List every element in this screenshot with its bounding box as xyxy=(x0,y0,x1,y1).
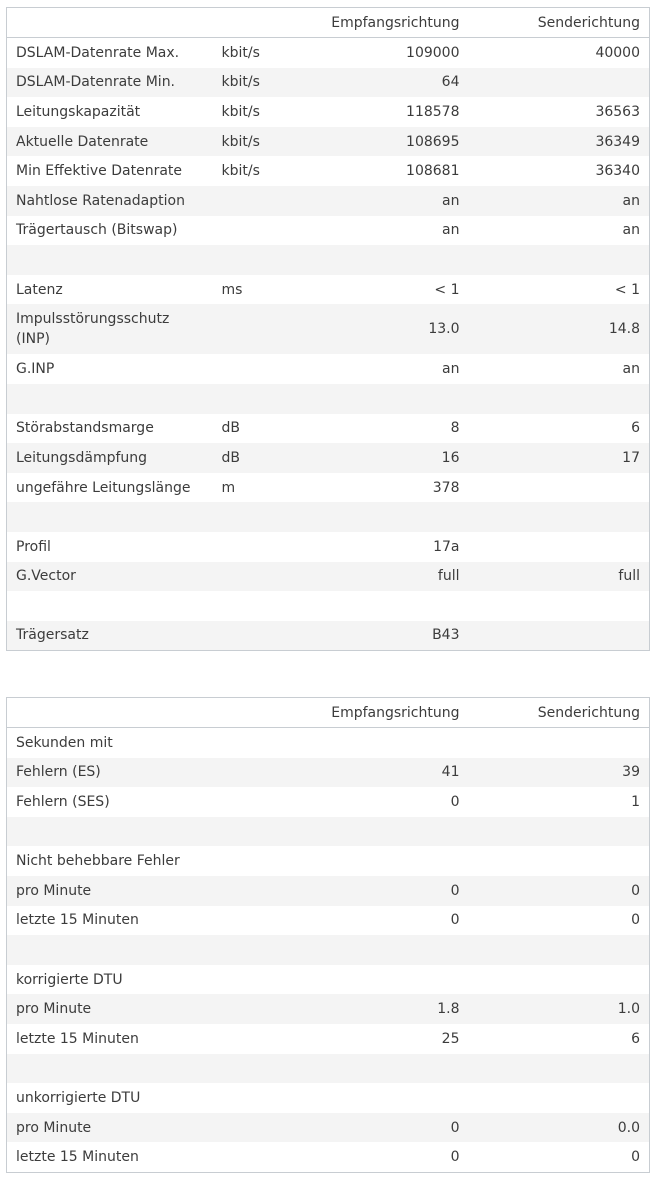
cell-label: pro Minute xyxy=(7,876,213,906)
cell-unit xyxy=(213,186,293,216)
cell-unit: kbit/s xyxy=(213,97,293,127)
table-row xyxy=(7,186,650,216)
cell-upstream: 36563 xyxy=(469,97,650,127)
cell-label: Aktuelle Datenrate xyxy=(7,127,213,157)
cell-upstream xyxy=(469,817,650,847)
cell-downstream xyxy=(293,591,469,621)
cell-upstream: an xyxy=(469,354,650,384)
cell-unit xyxy=(213,1024,293,1054)
cell-downstream: full xyxy=(293,562,469,592)
cell-unit xyxy=(213,1054,293,1084)
cell-upstream: 6 xyxy=(469,414,650,444)
table-row xyxy=(7,621,650,651)
cell-downstream: 118578 xyxy=(293,97,469,127)
cell-unit: ms xyxy=(213,275,293,305)
table-row xyxy=(7,127,650,157)
table-row xyxy=(7,245,650,275)
cell-label: pro Minute xyxy=(7,994,213,1024)
cell-unit xyxy=(213,384,293,414)
header-downstream: Empfangsrichtung xyxy=(293,8,469,38)
cell-label: G.Vector xyxy=(7,562,213,592)
cell-downstream: 109000 xyxy=(293,38,469,68)
table-row xyxy=(7,414,650,444)
cell-downstream xyxy=(293,935,469,965)
cell-label: DSLAM-Datenrate Min. xyxy=(7,68,213,98)
cell-downstream: 0 xyxy=(293,906,469,936)
table-row xyxy=(7,354,650,384)
table-row xyxy=(7,1054,650,1084)
cell-downstream xyxy=(293,728,469,758)
cell-label: Trägertausch (Bitswap) xyxy=(7,216,213,246)
cell-label: ungefähre Leitungslänge xyxy=(7,473,213,503)
cell-downstream: an xyxy=(293,186,469,216)
cell-downstream xyxy=(293,817,469,847)
cell-upstream: < 1 xyxy=(469,275,650,305)
cell-upstream xyxy=(469,384,650,414)
table-row xyxy=(7,817,650,847)
cell-unit xyxy=(213,846,293,876)
cell-upstream: 36340 xyxy=(469,156,650,186)
table-row xyxy=(7,473,650,503)
cell-upstream: an xyxy=(469,186,650,216)
cell-unit xyxy=(213,787,293,817)
cell-downstream: 13.0 xyxy=(293,304,469,354)
cell-upstream xyxy=(469,532,650,562)
header-upstream: Senderichtung xyxy=(469,8,650,38)
table-row xyxy=(7,443,650,473)
table-row xyxy=(7,156,650,186)
table-row xyxy=(7,1024,650,1054)
cell-label: Profil xyxy=(7,532,213,562)
cell-downstream: 17a xyxy=(293,532,469,562)
cell-upstream xyxy=(469,1054,650,1084)
cell-label: Trägersatz xyxy=(7,621,213,651)
cell-downstream xyxy=(293,846,469,876)
table-row xyxy=(7,38,650,68)
cell-upstream xyxy=(469,68,650,98)
table-row xyxy=(7,1083,650,1113)
cell-downstream: 108681 xyxy=(293,156,469,186)
cell-downstream: 25 xyxy=(293,1024,469,1054)
cell-upstream xyxy=(469,502,650,532)
cell-unit: kbit/s xyxy=(213,38,293,68)
cell-upstream xyxy=(469,935,650,965)
cell-upstream xyxy=(469,1083,650,1113)
cell-unit xyxy=(213,1142,293,1172)
cell-upstream: 40000 xyxy=(469,38,650,68)
cell-downstream: 108695 xyxy=(293,127,469,157)
table-row xyxy=(7,384,650,414)
cell-upstream: 0 xyxy=(469,906,650,936)
table-row xyxy=(7,216,650,246)
cell-label: DSLAM-Datenrate Max. xyxy=(7,38,213,68)
line-stats-body xyxy=(7,38,650,651)
cell-unit xyxy=(213,817,293,847)
table-row xyxy=(7,787,650,817)
table-row xyxy=(7,532,650,562)
cell-unit xyxy=(213,621,293,651)
cell-upstream: 6 xyxy=(469,1024,650,1054)
cell-unit: kbit/s xyxy=(213,68,293,98)
header-downstream: Empfangsrichtung xyxy=(293,698,469,728)
cell-upstream: 0 xyxy=(469,876,650,906)
cell-label: Fehlern (ES) xyxy=(7,758,213,788)
cell-downstream: 0 xyxy=(293,1113,469,1143)
cell-downstream xyxy=(293,245,469,275)
cell-downstream: 41 xyxy=(293,758,469,788)
cell-label xyxy=(7,245,213,275)
cell-downstream xyxy=(293,384,469,414)
cell-label: letzte 15 Minuten xyxy=(7,1142,213,1172)
table-header-row xyxy=(7,8,650,38)
cell-label: Nicht behebbare Fehler xyxy=(7,846,213,876)
header-unit xyxy=(213,698,293,728)
table-row xyxy=(7,876,650,906)
cell-label xyxy=(7,384,213,414)
cell-upstream: 1 xyxy=(469,787,650,817)
cell-label: Störabstandsmarge xyxy=(7,414,213,444)
cell-upstream: 36349 xyxy=(469,127,650,157)
cell-unit: dB xyxy=(213,414,293,444)
cell-label: unkorrigierte DTU xyxy=(7,1083,213,1113)
cell-upstream: an xyxy=(469,216,650,246)
table-row xyxy=(7,728,650,758)
table-row xyxy=(7,1142,650,1172)
cell-label: Sekunden mit xyxy=(7,728,213,758)
cell-label xyxy=(7,591,213,621)
cell-label: Latenz xyxy=(7,275,213,305)
cell-downstream: 0 xyxy=(293,876,469,906)
cell-upstream xyxy=(469,245,650,275)
cell-downstream: 64 xyxy=(293,68,469,98)
cell-downstream: 8 xyxy=(293,414,469,444)
header-label xyxy=(7,8,213,38)
cell-label: Nahtlose Ratenadaption xyxy=(7,186,213,216)
table-row xyxy=(7,906,650,936)
cell-label xyxy=(7,935,213,965)
cell-label: Fehlern (SES) xyxy=(7,787,213,817)
cell-upstream xyxy=(469,621,650,651)
cell-unit xyxy=(213,728,293,758)
header-unit xyxy=(213,8,293,38)
header-upstream: Senderichtung xyxy=(469,698,650,728)
cell-upstream: 0 xyxy=(469,1142,650,1172)
table-header-row xyxy=(7,698,650,728)
cell-unit: m xyxy=(213,473,293,503)
cell-unit xyxy=(213,354,293,384)
cell-unit xyxy=(213,502,293,532)
cell-unit xyxy=(213,965,293,995)
cell-upstream: 0.0 xyxy=(469,1113,650,1143)
cell-downstream: 1.8 xyxy=(293,994,469,1024)
cell-upstream xyxy=(469,846,650,876)
cell-downstream xyxy=(293,965,469,995)
cell-label: Leitungsdämpfung xyxy=(7,443,213,473)
cell-unit xyxy=(213,245,293,275)
table-row xyxy=(7,1113,650,1143)
cell-unit xyxy=(213,1113,293,1143)
cell-downstream: B43 xyxy=(293,621,469,651)
line-stats-table xyxy=(6,7,650,651)
cell-label xyxy=(7,817,213,847)
cell-label xyxy=(7,502,213,532)
cell-unit: kbit/s xyxy=(213,156,293,186)
table-row xyxy=(7,68,650,98)
cell-unit xyxy=(213,216,293,246)
cell-unit: dB xyxy=(213,443,293,473)
error-stats-table xyxy=(6,697,650,1173)
table-row xyxy=(7,275,650,305)
cell-label: letzte 15 Minuten xyxy=(7,906,213,936)
cell-unit: kbit/s xyxy=(213,127,293,157)
cell-downstream: 0 xyxy=(293,1142,469,1172)
table-row xyxy=(7,935,650,965)
cell-unit xyxy=(213,304,293,354)
cell-unit xyxy=(213,591,293,621)
cell-upstream: 1.0 xyxy=(469,994,650,1024)
cell-downstream: < 1 xyxy=(293,275,469,305)
cell-upstream: 39 xyxy=(469,758,650,788)
cell-downstream xyxy=(293,1083,469,1113)
cell-unit xyxy=(213,532,293,562)
cell-upstream: 14.8 xyxy=(469,304,650,354)
cell-downstream: 378 xyxy=(293,473,469,503)
cell-label: Leitungskapazität xyxy=(7,97,213,127)
cell-label: pro Minute xyxy=(7,1113,213,1143)
cell-unit xyxy=(213,562,293,592)
cell-label xyxy=(7,1054,213,1084)
cell-downstream xyxy=(293,1054,469,1084)
cell-label: Min Effektive Datenrate xyxy=(7,156,213,186)
cell-upstream xyxy=(469,965,650,995)
header-label xyxy=(7,698,213,728)
table-row xyxy=(7,591,650,621)
cell-downstream: an xyxy=(293,216,469,246)
cell-label: G.INP xyxy=(7,354,213,384)
table-row xyxy=(7,994,650,1024)
cell-unit xyxy=(213,994,293,1024)
cell-unit xyxy=(213,758,293,788)
table-row xyxy=(7,846,650,876)
table-row xyxy=(7,304,650,354)
cell-label: korrigierte DTU xyxy=(7,965,213,995)
cell-upstream: full xyxy=(469,562,650,592)
table-row xyxy=(7,562,650,592)
table-row xyxy=(7,758,650,788)
cell-downstream: an xyxy=(293,354,469,384)
cell-upstream xyxy=(469,728,650,758)
table-row xyxy=(7,97,650,127)
cell-unit xyxy=(213,935,293,965)
cell-unit xyxy=(213,906,293,936)
cell-downstream xyxy=(293,502,469,532)
cell-upstream: 17 xyxy=(469,443,650,473)
cell-downstream: 16 xyxy=(293,443,469,473)
cell-unit xyxy=(213,876,293,906)
cell-upstream xyxy=(469,591,650,621)
cell-unit xyxy=(213,1083,293,1113)
cell-upstream xyxy=(469,473,650,503)
table-row xyxy=(7,965,650,995)
error-stats-body xyxy=(7,728,650,1173)
cell-downstream: 0 xyxy=(293,787,469,817)
cell-label: letzte 15 Minuten xyxy=(7,1024,213,1054)
cell-label: Impulsstörungsschutz (INP) xyxy=(7,304,213,354)
table-row xyxy=(7,502,650,532)
